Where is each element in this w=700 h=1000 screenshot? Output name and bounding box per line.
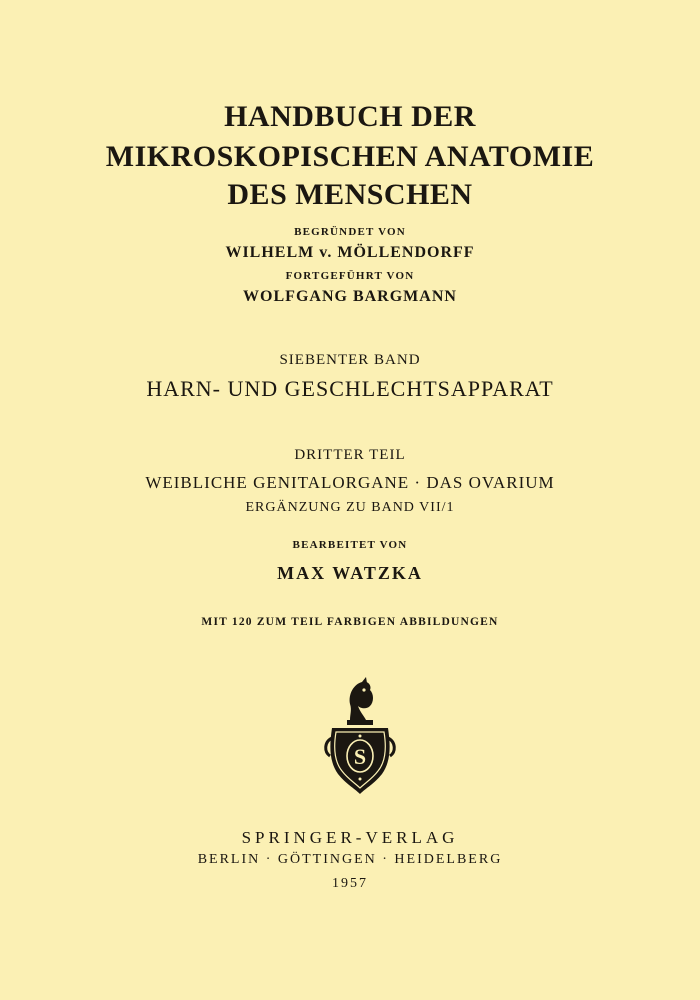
- part-number: DRITTER TEIL: [294, 447, 406, 463]
- publication-year: 1957: [332, 876, 368, 891]
- founder-name: WILHELM v. MÖLLENDORFF: [225, 244, 475, 261]
- volume-title: HARN- UND GESCHLECHTSAPPARAT: [146, 376, 554, 401]
- publisher-name: SPRINGER-VERLAG: [241, 828, 459, 847]
- volume-number: SIEBENTER BAND: [279, 352, 421, 368]
- springer-knight-icon: [320, 676, 400, 800]
- logo-initial: S: [353, 744, 367, 769]
- publisher-cities: BERLIN · GÖTTINGEN · HEIDELBERG: [197, 852, 503, 867]
- part-supplement: ERGÄNZUNG ZU BAND VII/1: [245, 500, 455, 515]
- founded-by-label: BEGRÜNDET VON: [294, 226, 406, 238]
- series-title-line-1: HANDBUCH DER: [224, 100, 476, 133]
- continuer-name: WOLFGANG BARGMANN: [243, 288, 457, 305]
- part-title: WEIBLICHE GENITALORGANE · DAS OVARIUM: [145, 473, 555, 492]
- series-title-line-3: DES MENSCHEN: [227, 178, 473, 211]
- continued-by-label: FORTGEFÜHRT VON: [285, 270, 415, 282]
- editor-name: MAX WATZKA: [277, 563, 423, 583]
- series-title-line-2: MIKROSKOPISCHEN ANATOMIE: [105, 140, 595, 173]
- illustrations-note: MIT 120 ZUM TEIL FARBIGEN ABBILDUNGEN: [201, 616, 499, 628]
- editor-label: BEARBEITET VON: [292, 539, 408, 551]
